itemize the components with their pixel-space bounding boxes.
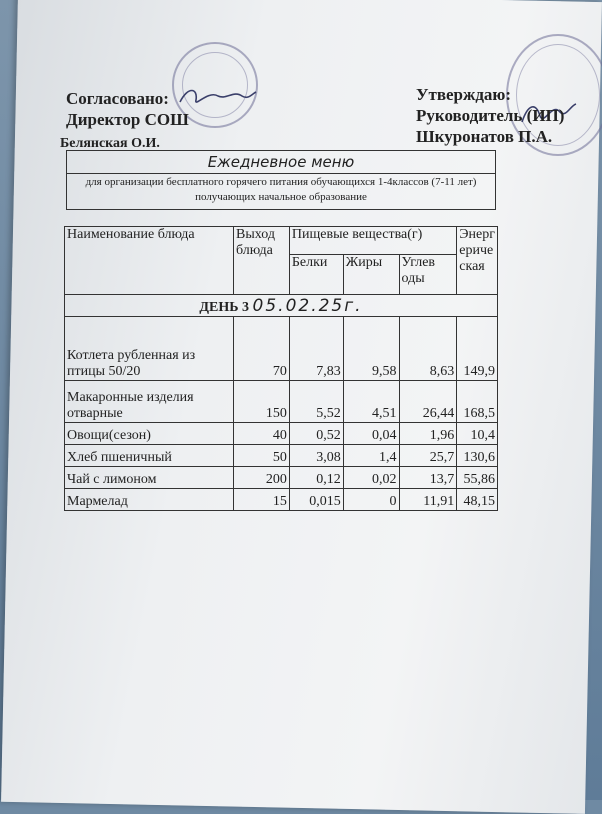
header-dish: Наименование блюда	[65, 227, 234, 295]
dish-energy: 10,4	[457, 423, 498, 445]
dish-protein: 3,08	[289, 445, 343, 467]
dish-name: Чай с лимоном	[65, 467, 234, 489]
dish-energy: 55,86	[457, 467, 498, 489]
dish-energy: 130,6	[457, 445, 498, 467]
org-line-2: получающих начальное образование	[195, 191, 367, 203]
table-row	[65, 489, 498, 511]
header-energy: Энерг ериче ская	[457, 227, 498, 295]
dish-name: Хлеб пшеничный	[65, 445, 234, 467]
director-label: Директор СОШ	[66, 110, 189, 129]
dish-fat: 0	[343, 489, 399, 511]
agreed-label: Согласовано:	[66, 89, 169, 108]
dish-fat: 0,04	[343, 423, 399, 445]
dish-energy: 149,9	[457, 317, 498, 381]
dish-carbs: 1,96	[399, 423, 457, 445]
dish-protein: 0,12	[289, 467, 343, 489]
table-row	[65, 423, 498, 445]
head-label: Руководитель (ИП)	[416, 106, 565, 125]
dish-carbs: 25,7	[399, 445, 457, 467]
table-row	[65, 445, 498, 467]
approval-left	[66, 88, 189, 130]
approve-label: Утверждаю:	[416, 85, 512, 104]
header-protein: Белки	[289, 255, 343, 295]
header-yield: Выход блюда	[234, 227, 290, 295]
dish-carbs: 11,91	[399, 489, 457, 511]
dish-fat: 4,51	[343, 381, 399, 423]
dish-energy: 48,15	[457, 489, 498, 511]
dish-fat: 0,02	[343, 467, 399, 489]
dish-energy: 168,5	[457, 381, 498, 423]
header-nutrients: Пищевые вещества(г)	[289, 227, 456, 255]
dish-yield: 70	[234, 317, 290, 381]
org-line-1: для организации бесплатного горячего питания обучающихся 1-4классов (7-11 лет)	[85, 176, 477, 188]
menu-table	[64, 226, 498, 511]
table-row	[65, 381, 498, 423]
dish-protein: 0,52	[289, 423, 343, 445]
dish-yield: 50	[234, 445, 290, 467]
dish-protein: 0,015	[289, 489, 343, 511]
dish-yield: 40	[234, 423, 290, 445]
approval-right	[416, 84, 564, 147]
dish-protein: 7,83	[289, 317, 343, 381]
day-date: 05.02.25г.	[252, 295, 363, 316]
dish-yield: 200	[234, 467, 290, 489]
dish-name: Котлета рубленная из птицы 50/20	[65, 317, 234, 381]
menu-title: Ежедневное меню	[66, 150, 496, 174]
dish-carbs: 26,44	[399, 381, 457, 423]
head-name: Шкуронатов П.А.	[416, 127, 553, 146]
dish-fat: 9,58	[343, 317, 399, 381]
director-signature	[178, 84, 258, 110]
table-row	[65, 317, 498, 381]
day-label: ДЕНЬ 3	[199, 299, 250, 315]
dish-name: Овощи(сезон)	[65, 423, 234, 445]
dish-carbs: 8,63	[399, 317, 457, 381]
dish-yield: 150	[234, 381, 290, 423]
table-row	[65, 467, 498, 489]
header-fat: Жиры	[343, 255, 399, 295]
header-carbs: Углев оды	[399, 255, 457, 295]
dish-fat: 1,4	[343, 445, 399, 467]
dish-name: Мармелад	[65, 489, 234, 511]
dish-protein: 5,52	[289, 381, 343, 423]
dish-yield: 15	[234, 489, 290, 511]
director-name: Белянская О.И.	[60, 136, 160, 151]
dish-name: Макаронные изделия отварные	[65, 381, 234, 423]
organization-description	[66, 173, 496, 210]
day-row	[65, 295, 498, 317]
dish-carbs: 13,7	[399, 467, 457, 489]
